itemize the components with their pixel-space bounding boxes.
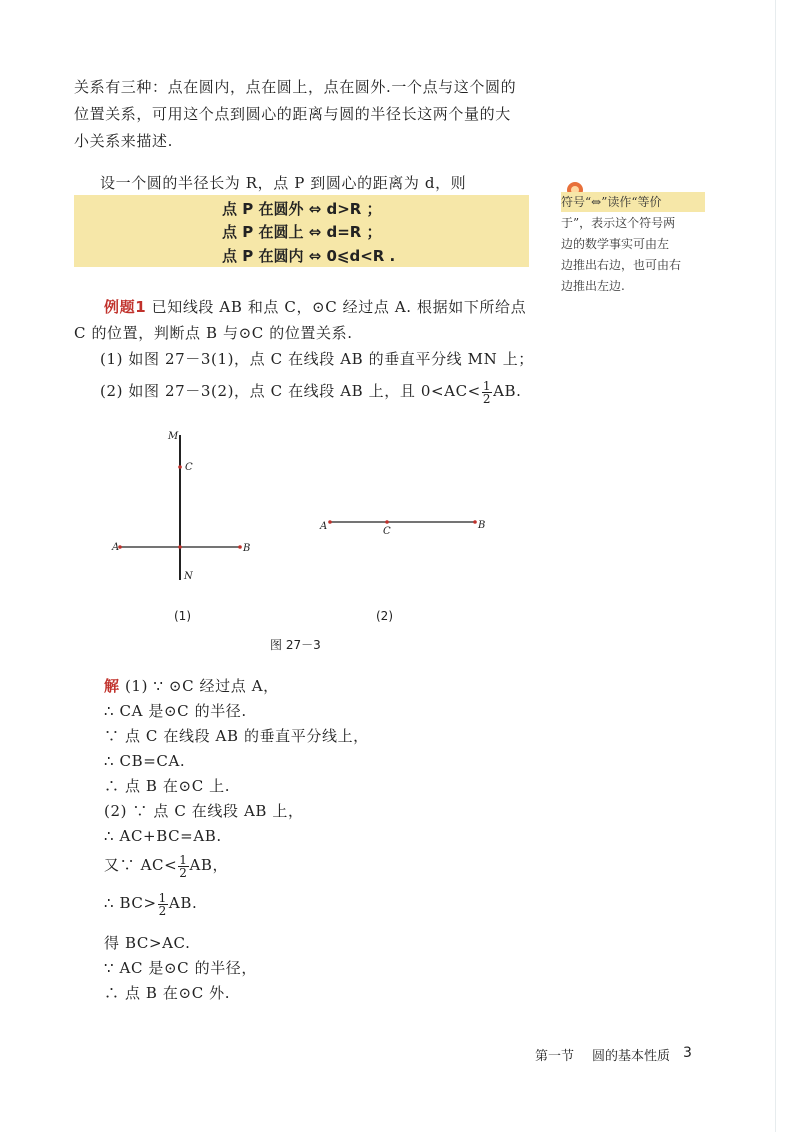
note-line-5: 边推出左边. [561,279,625,293]
intro-line-1: 关系有三种：点在圆内，点在圆上，点在圆外.一个点与这个圆的 [74,78,517,96]
label-b-1: B [243,543,251,554]
label-a-2: A [320,521,328,532]
note-line-4: 边推出右边，也可由右 [561,258,682,272]
label-b-2: B [478,520,486,531]
solution-line-9: ∴ BC> $\frac{1}{2}$ AB. [104,890,198,918]
solution-line-3: ∵ 点 C 在线段 AB 的垂直平分线上， [104,727,369,745]
point-b-2 [473,520,477,524]
condition-2: (2) 如图 27－3(2)，点 C 在线段 AB 上，且 0<AC< $\frac{1}{2}$ AB. [100,378,522,406]
solution-line-11: ∵ AC 是⊙C 的半径， [104,959,258,977]
setup-line: 设一个圆的半径长为 R，点 P 到圆心的距离为 d，则 [100,174,467,192]
point-a-2 [328,520,332,524]
solution-line-2: ∴ CA 是⊙C 的半径. [104,702,247,720]
figure-27-3 [100,420,520,590]
solution-line-6: (2) ∵ 点 C 在线段 AB 上， [104,802,304,820]
figure-caption: 图 27－3 [270,638,321,652]
intro-line-2: 位置关系，可用这个点到圆心的距离与圆的半径长这两个量的大 [74,105,511,123]
solution-line-5: ∴ 点 B 在⊙C 上. [104,777,231,795]
label-a-1: A [112,542,120,553]
subfigure-label-2: (2) [376,609,393,623]
example-line-1: 例题1 已知线段 AB 和点 C，⊙C 经过点 A. 根据如下所给点 [104,298,527,316]
footer-title: 圆的基本性质 [592,1049,671,1064]
relation-inside: 点 P 在圆内 ⇔ 0⩽d<R . [222,247,396,265]
solution-label: 解 [104,677,120,695]
label-n: N [184,571,193,582]
label-c-1: C [185,462,193,473]
side-note [561,192,705,297]
subfigure-label-1: (1) [174,609,191,623]
solution-line-4: ∴ CB=CA. [104,752,186,770]
intro-line-3: 小关系来描述. [74,132,173,150]
solution-line-8: 又∵ AC< $\frac{1}{2}$ AB， [104,852,229,880]
example-label: 例题1 [104,298,147,316]
page-edge-line [775,0,776,1132]
label-m: M [168,431,179,442]
page-number: 3 [683,1045,692,1061]
point-c-1 [178,465,182,469]
solution-line-10: 得 BC>AC. [104,934,191,952]
point-c-2 [385,520,389,524]
note-line-3: 边的数学事实可由左 [561,237,670,251]
midpoint-1 [178,545,182,549]
solution-line-12: ∴ 点 B 在⊙C 外. [104,984,231,1002]
solution-line-7: ∴ AC+BC=AB. [104,827,222,845]
label-c-2: C [383,526,391,537]
solution-line-1: 解 (1) ∵ ⊙C 经过点 A， [104,677,279,695]
relation-outside: 点 P 在圆外 ⇔ d>R ； [222,200,382,218]
relation-on: 点 P 在圆上 ⇔ d=R ； [222,223,382,241]
condition-1: (1) 如图 27－3(1)，点 C 在线段 AB 的垂直平分线 MN 上； [100,350,534,368]
point-b-1 [238,545,242,549]
note-line-2: 于”，表示这个符号两 [561,216,676,230]
example-line-2: C 的位置，判断点 B 与⊙C 的位置关系. [74,324,353,342]
footer-section: 第一节 [535,1049,575,1064]
fraction-half: $\frac{1}{2}$ [482,378,492,406]
note-line-1: 符号“⇔”读作“等价 [561,195,662,209]
